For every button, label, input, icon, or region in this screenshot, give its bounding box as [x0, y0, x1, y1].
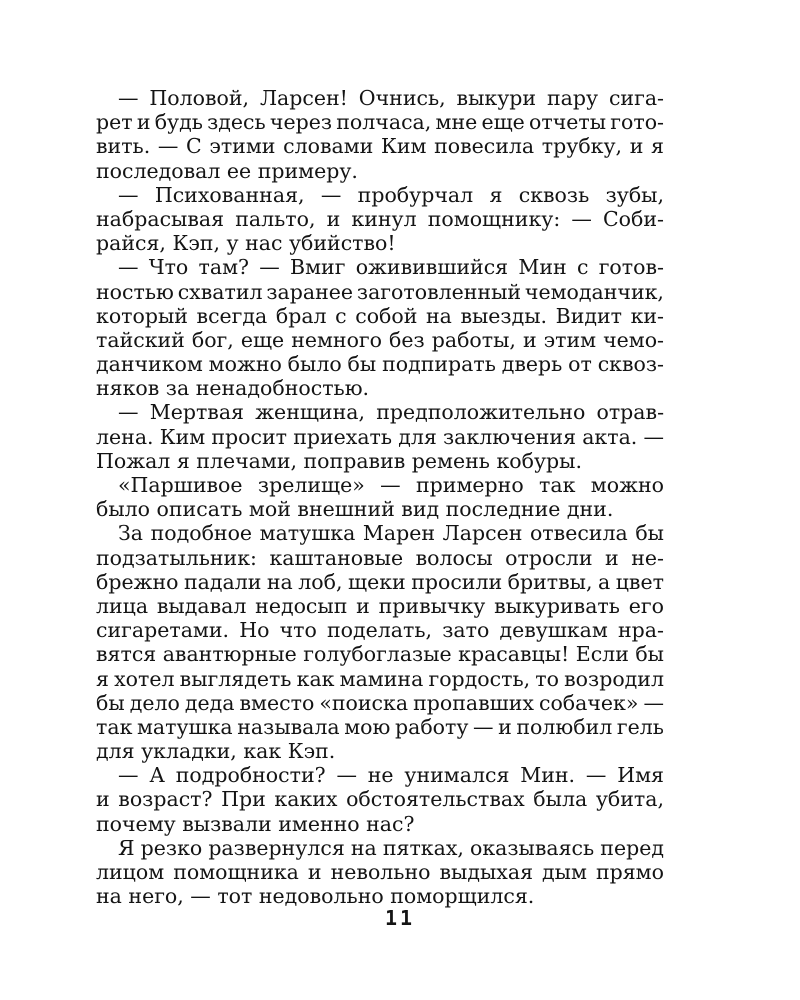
text-line: и возраст? При каких обстоятельствах была убита,: [96, 787, 664, 812]
text-line: За подобное матушка Марен Ларсен отвесила бы: [118, 521, 664, 546]
text-line: райся, Кэп, у нас убийство!: [96, 231, 396, 256]
text-line: было описать мой внешний вид последние дни.: [96, 497, 614, 522]
text-line: набрасывая пальто, и кинул помощнику: — Соби-: [96, 206, 664, 231]
text-line: — Психованная, — пробурчал я сквозь зубы,: [118, 182, 664, 207]
text-line: для укладки, как Кэп.: [96, 739, 336, 764]
text-line: вить. — С этими словами Ким повесила трубку, и я: [96, 134, 664, 159]
text-line: — Половой, Ларсен! Очнись, выкури пару сига-: [118, 86, 664, 110]
text-line: тайский бог, еще немного без работы, и этим чемо-: [96, 327, 664, 352]
text-line: няков за ненадобностью.: [96, 376, 370, 401]
text-line: сигаретами. Но что поделать, зато девушкам нра-: [96, 618, 664, 643]
text-line: я хотел выглядеть как мамина гордость, то возродил: [96, 666, 664, 691]
text-line: лена. Ким просит приехать для заключения акта. —: [96, 424, 664, 449]
text-line: который всегда брал с собой на выезды. Видит ки-: [96, 303, 664, 328]
text-line: — Что там? — Вмиг оживившийся Мин с готов-: [118, 255, 664, 280]
text-line: Пожал я плечами, поправив ремень кобуры.: [96, 448, 582, 473]
text-line: Я резко развернулся на пятках, оказываясь перед: [118, 835, 664, 860]
text-line: рет и будь здесь через полчаса, мне еще отчеты гото-: [96, 110, 664, 135]
text-line: данчиком можно было бы подпирать дверь от сквоз-: [96, 352, 664, 377]
body-text: [96, 86, 664, 908]
text-line: так матушка называла мою работу — и полюбил гель: [96, 714, 664, 739]
text-line: последовал ее примеру.: [96, 158, 358, 183]
text-line: лица выдавал недосып и привычку выкуривать его: [96, 593, 664, 618]
text-line: брежно падали на лоб, щеки просили бритвы, а цвет: [96, 569, 664, 594]
text-line: — Мертвая женщина, предположительно отрав-: [118, 400, 664, 425]
text-line: на него, — тот недовольно поморщился.: [96, 884, 535, 909]
text-line: лицом помощника и невольно выдыхая дым прямо: [96, 860, 664, 884]
text-line: ностью схватил заранее заготовленный чемоданчик,: [96, 279, 664, 304]
text-line: бы дело деда вместо «поиска пропавших собачек» —: [96, 690, 664, 715]
text-line: почему вызвали именно нас?: [96, 811, 415, 836]
page-number: 11: [384, 906, 416, 930]
text-line: вятся авантюрные голубоглазые красавцы! Если бы: [96, 642, 664, 667]
text-line: подзатыльник: каштановые волосы отросли и не-: [96, 545, 664, 570]
text-line: — А подробности? — не унимался Мин. — Имя: [118, 763, 664, 788]
text-line: «Паршивое зрелище» — примерно так можно: [118, 473, 664, 497]
